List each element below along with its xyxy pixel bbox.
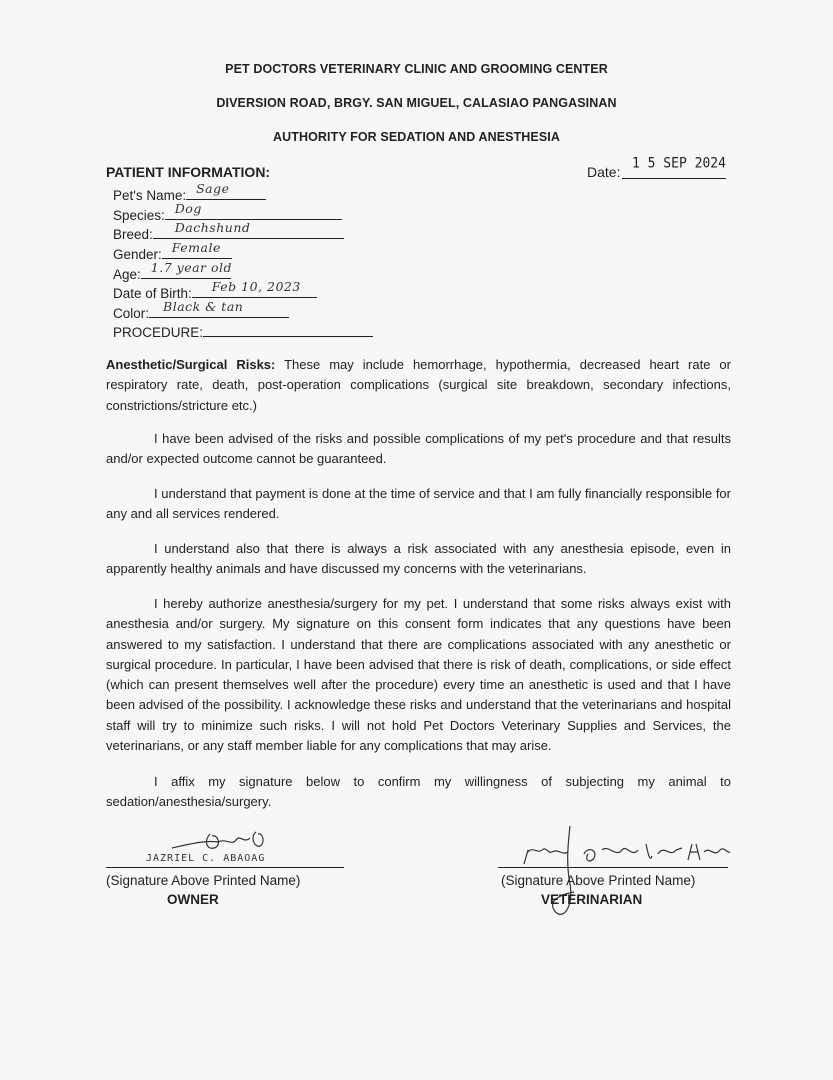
field-value: Feb 10, 2023	[211, 279, 301, 294]
field-label: Color:	[113, 306, 150, 321]
paragraph-text: I understand also that there is always a risk associated with any anesthesia episode, even in apparently healthy animals and have discussed my concerns with the veterinarians.	[106, 541, 731, 577]
field-value: Sage	[196, 181, 230, 196]
risks-text: These may include hemorrhage, hypothermia, decreased heart rate or respiratory rate, death, post-operation complications (surgical site breakdown, secondary infections, constrictions/stricture etc.)	[106, 357, 731, 413]
paragraph-text: I understand that payment is done at the time of service and that I am fully financially responsible for any and all services rendered.	[106, 486, 731, 522]
date-label: Date:	[587, 164, 621, 180]
risks-paragraph	[106, 355, 731, 416]
field-value: Dog	[174, 201, 202, 216]
paragraph-payment	[106, 484, 731, 525]
owner-signature-line	[106, 867, 344, 868]
field-value: Dachshund	[174, 220, 251, 235]
field-label: Gender:	[113, 247, 162, 262]
vet-signature-label: (Signature Above Printed Name)	[501, 873, 696, 888]
field-label: Pet's Name:	[113, 188, 187, 203]
paragraph-authorization	[106, 594, 731, 756]
paragraph-advised	[106, 429, 731, 470]
form-title: AUTHORITY FOR SEDATION AND ANESTHESIA	[272, 130, 561, 144]
paragraph-text: I affix my signature below to confirm my willingness of subjecting my animal to sedation/anesthesia/surgery.	[106, 774, 731, 810]
owner-printed-name: JAZRIEL C. ABAOAG	[146, 853, 266, 864]
field-procedure	[113, 322, 373, 340]
field-label: Breed:	[113, 227, 153, 242]
field-color	[113, 299, 289, 321]
patient-info-heading: PATIENT INFORMATION:	[106, 164, 271, 180]
date-value: 1 5 SEP 2024	[632, 155, 726, 172]
field-label: Date of Birth:	[113, 286, 192, 301]
date-line	[622, 178, 726, 179]
field-label: Species:	[113, 208, 165, 223]
clinic-address: DIVERSION ROAD, BRGY. SAN MIGUEL, CALASIAO PANGASINAN	[216, 96, 617, 110]
field-breed	[113, 220, 344, 242]
field-label: PROCEDURE:	[113, 325, 204, 340]
field-value: Black & tan	[163, 299, 244, 314]
field-value: 1.7 year old	[150, 260, 233, 275]
paragraph-text: I have been advised of the risks and possible complications of my pet's procedure and that results and/or expected outcome cannot be guaranteed.	[106, 431, 731, 467]
clinic-name: PET DOCTORS VETERINARY CLINIC AND GROOMING CENTER	[225, 62, 608, 76]
owner-signature-label: (Signature Above Printed Name)	[106, 873, 301, 888]
risks-heading: Anesthetic/Surgical Risks:	[106, 357, 276, 372]
paragraph-affix-signature	[106, 772, 731, 813]
paragraph-text: I hereby authorize anesthesia/surgery for my pet. I understand that some risks always exist with anesthesia and/or surgery. My signature on this consent form indicates that any questions have been answered to my satisfaction. I understand that there are complications associated with any anesthetic or surgical procedure. In particular, I have been advised that there is risk of death, complications, or side effect (which can present themselves well after the procedure) every time an anesthetic is used and that I have been advised of the possibility. I acknowledge these risks and understand that the veterinarians and hospital staff will try to minimize such risks. I will not hold Pet Doctors Veterinary Supplies and Services, the veterinarians, or any staff member liable for any complications that may arise.	[106, 596, 731, 754]
field-label: Age:	[113, 267, 141, 282]
field-value: Female	[171, 240, 221, 255]
vet-signature-line	[498, 867, 728, 868]
vet-role-label: VETERINARIAN	[541, 892, 643, 907]
paragraph-anesthesia-risk	[106, 539, 731, 580]
owner-role-label: OWNER	[167, 892, 219, 907]
